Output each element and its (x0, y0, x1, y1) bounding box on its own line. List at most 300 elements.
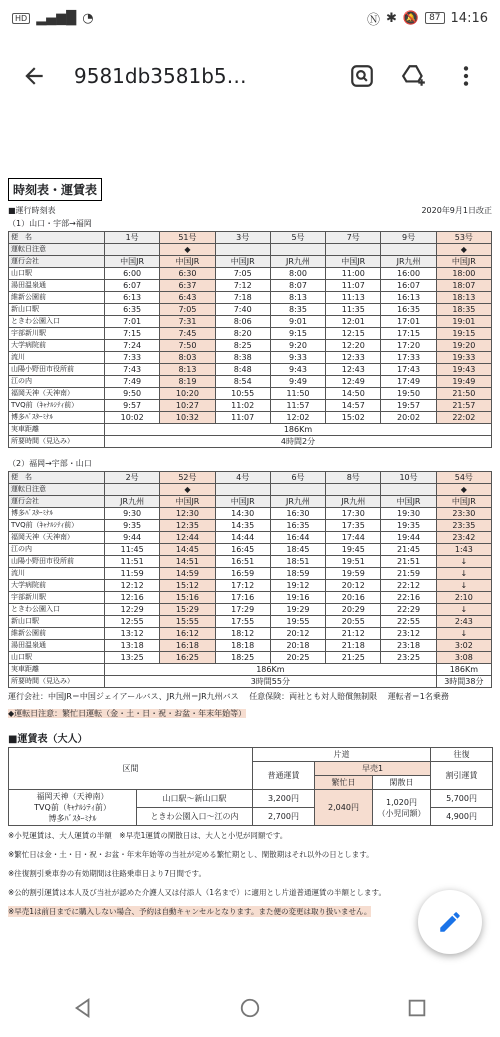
table-cell: 19:12 (270, 580, 325, 592)
hd-badge: HD (12, 13, 30, 24)
table-cell: 山口駅 (9, 652, 105, 664)
table-cell: 9:57 (105, 400, 160, 412)
table-cell: 10号 (381, 472, 436, 484)
table-cell: 3号 (215, 232, 270, 244)
table-cell: 博多ﾊﾞｽﾀｰﾐﾅﾙ (9, 412, 105, 424)
table-cell: 19:20 (436, 340, 491, 352)
table-cell: 16:25 (160, 652, 215, 664)
table-cell: 20:02 (381, 412, 436, 424)
table-cell: 11:07 (215, 412, 270, 424)
more-vert-icon (453, 63, 479, 89)
route-1-title: （1）山口・宇部→福岡 (8, 219, 92, 228)
table-cell: 18:00 (436, 268, 491, 280)
table-cell: 5号 (270, 232, 325, 244)
table-cell: ↓ (436, 628, 491, 640)
table-cell: 51号 (160, 232, 215, 244)
table-cell: 7:15 (105, 328, 160, 340)
table-cell: 16:59 (215, 568, 270, 580)
table-cell: 9:43 (270, 364, 325, 376)
table-cell: 中国JR (215, 256, 270, 268)
table-cell: 20:16 (326, 592, 381, 604)
table-cell: 湯田温泉通 (9, 640, 105, 652)
table-cell: 186Km (105, 664, 437, 676)
table-cell: 運行会社 (9, 496, 105, 508)
table-cell: 18:12 (215, 628, 270, 640)
table-cell: 18:45 (270, 544, 325, 556)
table-row (9, 532, 492, 544)
table-cell: 12:43 (326, 364, 381, 376)
table-cell: 6:37 (160, 280, 215, 292)
bluetooth-icon: ✱ (385, 10, 397, 26)
table-cell: 中国JR (105, 256, 160, 268)
table-cell (215, 484, 270, 496)
table-cell: 12:29 (105, 604, 160, 616)
table-cell: JR九州 (270, 496, 325, 508)
table-cell: TVQ前（ｷｬﾅﾙｼﾃｨ前） (9, 520, 105, 532)
nav-recents-button[interactable] (406, 997, 428, 1023)
table-cell: 4時間2分 (105, 436, 492, 448)
fare-title: ■運賃表（大人） (8, 734, 88, 745)
table-cell: 3時間55分 (105, 676, 437, 688)
clock: 14:16 (450, 10, 488, 26)
back-button[interactable] (12, 54, 56, 98)
table-cell: 6:35 (105, 304, 160, 316)
table-cell: 8:25 (215, 340, 270, 352)
status-bar (0, 0, 500, 36)
revision-date: 2020年9月1日改正 (421, 206, 492, 215)
table-row (9, 496, 492, 508)
table-cell: 22:55 (381, 616, 436, 628)
table-cell: 11:45 (105, 544, 160, 556)
table-cell: 10:20 (160, 388, 215, 400)
table-row (9, 556, 492, 568)
table-row (9, 388, 492, 400)
table-cell: ↓ (436, 604, 491, 616)
more-options-button[interactable] (444, 54, 488, 98)
table-row (9, 520, 492, 532)
table-cell: 9:15 (270, 328, 325, 340)
table-cell: 6:07 (105, 280, 160, 292)
table-row (9, 268, 492, 280)
table-cell: 8号 (326, 472, 381, 484)
table-cell: 便 名 (9, 472, 105, 484)
route-2-title: （2）福岡→宇部・山口 (8, 459, 92, 468)
table-cell: 11:13 (326, 292, 381, 304)
table-cell: 10:27 (160, 400, 215, 412)
table-cell (381, 244, 436, 256)
table-cell: 8:06 (215, 316, 270, 328)
table-cell: 19:50 (381, 388, 436, 400)
table-cell: 19:49 (436, 376, 491, 388)
timetable-2 (8, 471, 492, 688)
table-cell: 博多ﾊﾞｽﾀｰﾐﾅﾙ (9, 508, 105, 520)
table-cell: 江の内 (9, 376, 105, 388)
table-cell: 中国JR (436, 496, 491, 508)
table-cell: 所要時間（見込み） (9, 676, 105, 688)
table-cell: ◆ (436, 484, 491, 496)
table-cell: 12:16 (105, 592, 160, 604)
table-cell: 12:33 (326, 352, 381, 364)
table-cell: 19:33 (436, 352, 491, 364)
table-cell: 7:24 (105, 340, 160, 352)
table-cell: 12:49 (326, 376, 381, 388)
table-cell: 15:55 (160, 616, 215, 628)
table-cell: 7:31 (160, 316, 215, 328)
lens-search-icon (349, 63, 375, 89)
add-to-drive-button[interactable] (392, 54, 436, 98)
table-row (9, 328, 492, 340)
table-cell: 7:05 (215, 268, 270, 280)
table-cell (326, 244, 381, 256)
battery-icon: 87 (425, 12, 444, 24)
table-cell (105, 244, 160, 256)
table-cell: 15:29 (160, 604, 215, 616)
table-cell: 21:18 (326, 640, 381, 652)
table-cell: 中国JR (326, 256, 381, 268)
table-cell: 8:54 (215, 376, 270, 388)
table-cell: 7:40 (215, 304, 270, 316)
table-cell: 11:51 (105, 556, 160, 568)
table-cell: 12:20 (326, 340, 381, 352)
table-cell: 18:13 (436, 292, 491, 304)
edit-fab-button[interactable] (418, 890, 482, 954)
table-cell: 福岡天神（天神南） (9, 388, 105, 400)
table-cell: 19:44 (381, 532, 436, 544)
table-cell: ときわ公園入口 (9, 604, 105, 616)
table-cell: 18:07 (436, 280, 491, 292)
table-cell: 実車距離 (9, 424, 105, 436)
table-cell: 14:50 (326, 388, 381, 400)
table-row (9, 676, 492, 688)
table-cell: 16:18 (160, 640, 215, 652)
table-cell: 11:00 (326, 268, 381, 280)
table-cell: 6:43 (160, 292, 215, 304)
table-cell: 18:59 (270, 568, 325, 580)
table-cell: 6:00 (105, 268, 160, 280)
table-cell: 12:35 (160, 520, 215, 532)
table-cell: 23:30 (436, 508, 491, 520)
table-cell: 9:33 (270, 352, 325, 364)
table-cell: 12:02 (270, 412, 325, 424)
table-cell (215, 244, 270, 256)
table-cell: 17:35 (326, 520, 381, 532)
table-cell: 13:18 (105, 640, 160, 652)
table-row (9, 316, 492, 328)
table-cell: 山口駅 (9, 268, 105, 280)
table-cell: 17:12 (215, 580, 270, 592)
table-cell: 20:12 (326, 580, 381, 592)
table-cell: 12:01 (326, 316, 381, 328)
triangle-back-icon (72, 997, 94, 1019)
table-cell: 7:33 (105, 352, 160, 364)
table-cell: 山陽小野田市役所前 (9, 364, 105, 376)
table-cell: ↓ (436, 568, 491, 580)
table-cell: 17:55 (215, 616, 270, 628)
table-cell: 新山口駅 (9, 304, 105, 316)
table-cell: 21:59 (381, 568, 436, 580)
table-row (9, 508, 492, 520)
table-row (9, 304, 492, 316)
table-cell: 17:16 (215, 592, 270, 604)
table-cell: 7:49 (105, 376, 160, 388)
table-cell: 17:01 (381, 316, 436, 328)
file-title: 9581db3581b5… (74, 64, 247, 88)
circle-home-icon (239, 997, 261, 1019)
nav-back-button[interactable] (72, 997, 94, 1023)
table-cell: 9:01 (270, 316, 325, 328)
table-cell: 便 名 (9, 232, 105, 244)
table-cell: 大学病院前 (9, 580, 105, 592)
table-cell: 15:12 (160, 580, 215, 592)
table-cell: TVQ前（ｷｬﾅﾙｼﾃｨ前） (9, 400, 105, 412)
table-row (9, 400, 492, 412)
table-cell: 8:19 (160, 376, 215, 388)
table-cell: 23:25 (381, 652, 436, 664)
operating-day-note: ◆運転日注意：繁忙日運転（金・土・日・祝・お盆・年末年始等） (8, 709, 247, 718)
document-image (4, 178, 496, 921)
table-cell: 山陽小野田市役所前 (9, 556, 105, 568)
table-cell: 6号 (270, 472, 325, 484)
table-cell: 17:20 (381, 340, 436, 352)
table-cell: 12:55 (105, 616, 160, 628)
table-cell: 8:38 (215, 352, 270, 364)
table-cell: 新山口駅 (9, 616, 105, 628)
table-cell: 23:18 (381, 640, 436, 652)
table-cell: 2号 (105, 472, 160, 484)
table-cell: 19:45 (326, 544, 381, 556)
table-row (9, 616, 492, 628)
table-cell: 10:02 (105, 412, 160, 424)
table-cell: 2:43 (436, 616, 491, 628)
table-cell: 17:49 (381, 376, 436, 388)
table-row (9, 604, 492, 616)
table-cell: 21:12 (326, 628, 381, 640)
table-cell: ときわ公園入口 (9, 316, 105, 328)
table-cell: 8:48 (215, 364, 270, 376)
table-row (9, 424, 492, 436)
table-cell: 10:32 (160, 412, 215, 424)
table-cell: 16:13 (381, 292, 436, 304)
table-cell: 52号 (160, 472, 215, 484)
table-cell: 17:15 (381, 328, 436, 340)
table-cell: 9:20 (270, 340, 325, 352)
table-row (9, 628, 492, 640)
table-cell: JR九州 (270, 256, 325, 268)
table-cell: 14:57 (326, 400, 381, 412)
table-cell: 17:30 (326, 508, 381, 520)
table-row (9, 640, 492, 652)
table-cell: 7:18 (215, 292, 270, 304)
lens-search-button[interactable] (340, 54, 384, 98)
table-cell: 19:55 (270, 616, 325, 628)
table-cell: 6:30 (160, 268, 215, 280)
table-cell: ◆ (160, 484, 215, 496)
back-arrow-icon (21, 63, 47, 89)
table-row (9, 592, 492, 604)
table-cell: 9:30 (105, 508, 160, 520)
table-row (9, 340, 492, 352)
table-cell: 22:29 (381, 604, 436, 616)
table-cell: 15:16 (160, 592, 215, 604)
table-cell: 186Km (436, 664, 491, 676)
table-cell: 22:02 (436, 412, 491, 424)
table-row (9, 472, 492, 484)
table-cell: 14:44 (215, 532, 270, 544)
table-cell: 15:02 (326, 412, 381, 424)
table-cell: 11:50 (270, 388, 325, 400)
table-cell: 11:59 (105, 568, 160, 580)
table-cell: 19:15 (436, 328, 491, 340)
table-cell: 18:35 (436, 304, 491, 316)
table-cell: 16:00 (381, 268, 436, 280)
table-cell: 20:55 (326, 616, 381, 628)
table-cell: 10:55 (215, 388, 270, 400)
nav-home-button[interactable] (239, 997, 261, 1023)
table-cell: 8:03 (160, 352, 215, 364)
table-cell: 中国JR (160, 496, 215, 508)
table-cell: 19:01 (436, 316, 491, 328)
table-row (9, 580, 492, 592)
table-cell: 維新公園前 (9, 292, 105, 304)
table-cell: 大学病院前 (9, 340, 105, 352)
table-cell: 20:29 (326, 604, 381, 616)
table-cell: 3時間38分 (436, 676, 491, 688)
table-cell: 9:44 (105, 532, 160, 544)
table-cell: 7:12 (215, 280, 270, 292)
table-cell: 6:13 (105, 292, 160, 304)
table-cell: 12:30 (160, 508, 215, 520)
table-cell: 7:01 (105, 316, 160, 328)
table-row (9, 412, 492, 424)
table-cell: ↓ (436, 580, 491, 592)
table-cell: 湯田温泉通 (9, 280, 105, 292)
table-cell: 17:44 (326, 532, 381, 544)
table-cell: 8:35 (270, 304, 325, 316)
table-cell: 12:15 (326, 328, 381, 340)
table-cell: 23:35 (436, 520, 491, 532)
table-cell: 11:35 (326, 304, 381, 316)
table-row (9, 244, 492, 256)
table-cell: 所要時間（見込み） (9, 436, 105, 448)
table-cell: 23:42 (436, 532, 491, 544)
table-row (9, 364, 492, 376)
table-row (9, 280, 492, 292)
table-cell: 22:16 (381, 592, 436, 604)
table-cell: 20:25 (270, 652, 325, 664)
table-cell: ↓ (436, 556, 491, 568)
table-cell: 23:12 (381, 628, 436, 640)
table-cell: 14:59 (160, 568, 215, 580)
table-row (9, 436, 492, 448)
table-row (9, 292, 492, 304)
fare-table: 区間 片道 往復 普通運賃 早売1 割引運賃 繁忙日 閑散日 福岡天神（天神南） TVQ前（ｷｬﾅﾙｼﾃｨ前） 博多ﾊﾞｽﾀｰﾐﾅﾙ 山口駅～新山口駅 3,200円 2,040円 1,020円 （小児同額） 5,700円 ときわ公園入口～江の内 2,700円 4,900円 (8, 747, 493, 826)
table-cell: ◆ (160, 244, 215, 256)
table-cell: 江の内 (9, 544, 105, 556)
table-cell: 中国JR (381, 496, 436, 508)
table-cell: 19:16 (270, 592, 325, 604)
operator-notes: 運行会社：中国JR＝中国ジェイアールバス、JR九州＝JR九州バス 任意保険：両社とも対人賠償無制限 運転者＝1名乗務 (8, 692, 449, 701)
table-cell (270, 484, 325, 496)
table-cell: 7:05 (160, 304, 215, 316)
table-cell: 12:12 (105, 580, 160, 592)
app-bar (0, 36, 500, 116)
table-cell: 21:25 (326, 652, 381, 664)
table-cell: 14:30 (215, 508, 270, 520)
table-cell: 19:51 (326, 556, 381, 568)
table-row (9, 256, 492, 268)
table-cell (105, 484, 160, 496)
table-cell: 流川 (9, 568, 105, 580)
table-row (9, 568, 492, 580)
table-cell: 2:10 (436, 592, 491, 604)
table-cell: 21:57 (436, 400, 491, 412)
table-cell: 21:45 (381, 544, 436, 556)
table-cell: 13:12 (105, 628, 160, 640)
table-cell: 運転日注意 (9, 484, 105, 496)
table-cell: 流川 (9, 352, 105, 364)
table-cell: 維新公園前 (9, 628, 105, 640)
table-cell: 21:50 (436, 388, 491, 400)
table-cell: 福岡天神（天神南） (9, 532, 105, 544)
table-cell: 14:45 (160, 544, 215, 556)
table-cell: 16:45 (215, 544, 270, 556)
table-cell: 12:44 (160, 532, 215, 544)
table-cell: 宇部新川駅 (9, 328, 105, 340)
table-cell: 17:29 (215, 604, 270, 616)
table-cell: 16:35 (381, 304, 436, 316)
table-row (9, 376, 492, 388)
table-cell: 53号 (436, 232, 491, 244)
table-cell: 16:35 (270, 520, 325, 532)
mute-icon: 🔕 (402, 10, 420, 26)
table-cell: 19:29 (270, 604, 325, 616)
table-cell: 8:13 (160, 364, 215, 376)
fare-notes: ※小児運賃は、大人運賃の半額 ※早売1運賃の閑散日は、大人と小児が同額です。 ※繁忙日は金・土・日・祝・お盆・年末年始等の当社が定める繁忙期とし、閑散期はそれ以外の日とします。 ※往復割引乗車券の有効期間は往路乗車日より7日間です。 ※公的割引運賃は本人及び当社が認めた介護人又は付添人（1名まで）に適用とし片道普通運賃の半額とします。 ※早売1は前日までに購入しない場合、予約は自動キャンセルとなります。また便の変更は取り扱いません。 (8, 831, 386, 916)
table-cell: 16:12 (160, 628, 215, 640)
table-cell: 19:57 (381, 400, 436, 412)
table-cell: 186Km (105, 424, 492, 436)
table-cell: 11:02 (215, 400, 270, 412)
system-nav-bar (0, 982, 500, 1037)
timetable-label: ■運行時刻表 (8, 206, 56, 215)
table-cell: 8:20 (215, 328, 270, 340)
table-row (9, 352, 492, 364)
table-cell: 宇部新川駅 (9, 592, 105, 604)
table-cell: JR九州 (326, 496, 381, 508)
table-cell: 3:02 (436, 640, 491, 652)
table-cell: 1号 (105, 232, 160, 244)
table-cell: 7:45 (160, 328, 215, 340)
table-cell: 8:07 (270, 280, 325, 292)
table-cell (326, 484, 381, 496)
table-cell: 19:35 (381, 520, 436, 532)
table-row (9, 652, 492, 664)
table-cell: 19:30 (381, 508, 436, 520)
table-cell: 16:44 (270, 532, 325, 544)
table-cell: 54号 (436, 472, 491, 484)
timetable-1 (8, 231, 492, 448)
table-cell: 18:51 (270, 556, 325, 568)
table-cell: 14:51 (160, 556, 215, 568)
table-cell: 16:30 (270, 508, 325, 520)
drive-add-icon (401, 63, 427, 89)
table-cell: 18:18 (215, 640, 270, 652)
table-cell: 中国JR (215, 496, 270, 508)
table-cell: 9:50 (105, 388, 160, 400)
table-row (9, 232, 492, 244)
table-cell: 21:51 (381, 556, 436, 568)
table-cell (381, 484, 436, 496)
